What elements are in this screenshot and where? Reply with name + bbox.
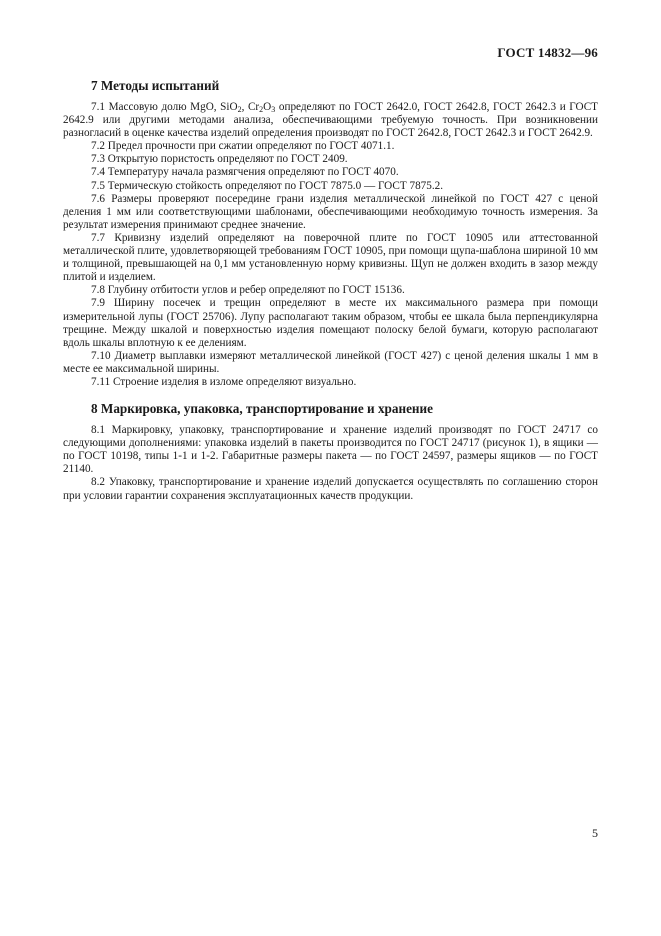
section-7-title: 7 Методы испытаний [91, 78, 220, 93]
paragraph-7-8: 7.8 Глубину отбитости углов и ребер определяют по ГОСТ 15136. [91, 284, 405, 297]
paragraph-7-4: 7.4 Температуру начала размягчения определяют по ГОСТ 4070. [91, 166, 399, 179]
paragraph-7-1: 7.1 Массовую долю MgO, SiO$_2$, $Cr_2O_3$ определяют по ГОСТ 2642.0, ГОСТ 2642.8, ГОСТ 2642.3 и ГОСТ 2642.9 или другими методами анализа, обеспечивающими требуемую точность. При возникновении разногласий в оценке качества изделий определения производят по ГОСТ 2642.8, ГОСТ 2642.3 и ГОСТ 2642.9. [63, 101, 598, 140]
paragraph-7-5: 7.5 Термическую стойкость определяют по ГОСТ 7875.0 — ГОСТ 7875.2. [91, 179, 444, 192]
paragraph-7-9: 7.9 Ширину посечек и трещин определяют в месте их максимального размера при помощи измерительной лупы (ГОСТ 25706). Лупу располагают таким образом, чтобы ее шкала была перпендикулярна трещине. Между шкалой и поверхностью изделия помещают полоску белой бумаги, которую располагают вдоль шкалы вплотную к ее делениям. [63, 297, 598, 349]
paragraph-7-11: 7.11 Строение изделия в изломе определяют визуально. [91, 375, 357, 388]
paragraph-7-2: 7.2 Предел прочности при сжатии определяют по ГОСТ 4071.1. [91, 140, 395, 153]
page-number: 5 [592, 826, 598, 840]
paragraph-7-7: 7.7 Кривизну изделий определяют на поверочной плите по ГОСТ 10905 или аттестованной металлической плите, удовлетворяющей требованиям ГОСТ 10905, при помощи щупа-шаблона шириной 10 мм и толщиной, превышающей на 0,1 мм установленную норму кривизны. Щуп не должен входить в зазор между плитой и изделием. [63, 231, 598, 284]
paragraph-7-3: 7.3 Открытую пористость определяют по ГОСТ 2409. [91, 153, 348, 166]
paragraph-8-1: 8.1 Маркировку, упаковку, транспортирование и хранение изделий производят по ГОСТ 24717 со следующими дополнениями: упаковка изделий в пакеты производится по ГОСТ 24717 (рисунок 1), в ящики — по ГОСТ 10198, типы 1-1 и 1-2. Габаритные размеры пакета — по ГОСТ 24597, размеры ящиков — по ГОСТ 21140. [63, 424, 598, 476]
paragraph-8-2: 8.2 Упаковку, транспортирование и хранение изделий допускается осуществлять по соглашению сторон при условии гарантии сохранения эксплуатационных качеств продукции. [63, 476, 598, 502]
standard-header: ГОСТ 14832—96 [497, 45, 598, 60]
section-8-title: 8 Маркировка, упаковка, транспортирование и хранение [91, 401, 433, 417]
paragraph-7-10: 7.10 Диаметр выплавки измеряют металлической линейкой (ГОСТ 427) с ценой деления шкалы 1 мм в месте ее максимальной ширины. [63, 349, 598, 375]
paragraph-7-6: 7.6 Размеры проверяют посередине грани изделия металлической линейкой по ГОСТ 427 с ценой деления 1 мм или соответствующими шаблонами, обеспечивающими необходимую точность измерения. За результат измерения принимают среднее значение. [63, 192, 598, 231]
document-body [63, 78, 598, 503]
